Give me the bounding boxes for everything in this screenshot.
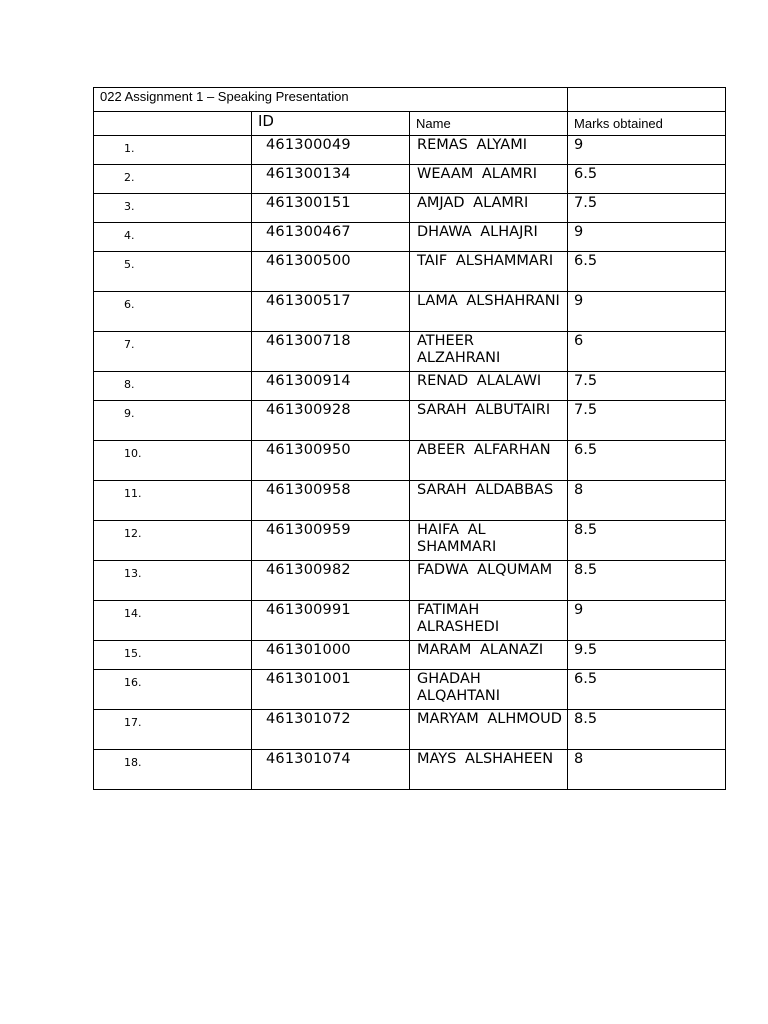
student-mark: 9 — [568, 136, 726, 165]
student-name: GHADAH ALQAHTANI — [410, 670, 568, 710]
table-row — [94, 252, 726, 292]
table-row — [94, 292, 726, 332]
header-id: ID — [252, 112, 410, 136]
table-row — [94, 521, 726, 561]
marks-table — [93, 87, 726, 790]
table-row — [94, 750, 726, 790]
student-mark: 8 — [568, 481, 726, 521]
student-mark: 7.5 — [568, 401, 726, 441]
student-mark: 7.5 — [568, 372, 726, 401]
student-name: DHAWA ALHAJRI — [410, 223, 568, 252]
student-name: MAYS ALSHAHEEN — [410, 750, 568, 790]
row-number: 10. — [94, 441, 252, 481]
student-mark: 6.5 — [568, 670, 726, 710]
row-number: 9. — [94, 401, 252, 441]
student-mark: 9 — [568, 292, 726, 332]
student-id: 461301001 — [252, 670, 410, 710]
table-row — [94, 332, 726, 372]
student-mark: 8.5 — [568, 710, 726, 750]
table-row — [94, 710, 726, 750]
row-number: 14. — [94, 601, 252, 641]
table-row — [94, 441, 726, 481]
student-id: 461300950 — [252, 441, 410, 481]
row-number: 15. — [94, 641, 252, 670]
student-name: MARAM ALANAZI — [410, 641, 568, 670]
row-number: 13. — [94, 561, 252, 601]
student-mark: 8 — [568, 750, 726, 790]
student-id: 461300049 — [252, 136, 410, 165]
student-id: 461300134 — [252, 165, 410, 194]
student-name: FATIMAH ALRASHEDI — [410, 601, 568, 641]
student-name: RENAD ALALAWI — [410, 372, 568, 401]
student-mark: 9 — [568, 223, 726, 252]
row-number: 8. — [94, 372, 252, 401]
table-row — [94, 223, 726, 252]
student-name: WEAAM ALAMRI — [410, 165, 568, 194]
table-row — [94, 401, 726, 441]
row-number: 12. — [94, 521, 252, 561]
table-row — [94, 601, 726, 641]
title-row — [94, 88, 726, 112]
student-name: MARYAM ALHMOUD — [410, 710, 568, 750]
student-id: 461300517 — [252, 292, 410, 332]
student-id: 461300914 — [252, 372, 410, 401]
student-id: 461300982 — [252, 561, 410, 601]
header-number-cell — [94, 112, 252, 136]
student-name: HAIFA AL SHAMMARI — [410, 521, 568, 561]
student-id: 461301074 — [252, 750, 410, 790]
student-id: 461300958 — [252, 481, 410, 521]
student-mark: 6.5 — [568, 165, 726, 194]
row-number: 7. — [94, 332, 252, 372]
student-name: SARAH ALDABBAS — [410, 481, 568, 521]
row-number: 4. — [94, 223, 252, 252]
row-number: 18. — [94, 750, 252, 790]
student-mark: 6.5 — [568, 441, 726, 481]
row-number: 16. — [94, 670, 252, 710]
student-mark: 9.5 — [568, 641, 726, 670]
row-number: 17. — [94, 710, 252, 750]
table-row — [94, 194, 726, 223]
row-number: 1. — [94, 136, 252, 165]
table-row — [94, 561, 726, 601]
student-id: 461300500 — [252, 252, 410, 292]
student-mark: 8.5 — [568, 521, 726, 561]
header-row — [94, 112, 726, 136]
student-name: ABEER ALFARHAN — [410, 441, 568, 481]
student-mark: 9 — [568, 601, 726, 641]
student-id: 461301000 — [252, 641, 410, 670]
table-row — [94, 372, 726, 401]
table-row — [94, 481, 726, 521]
student-mark: 6 — [568, 332, 726, 372]
student-name: FADWA ALQUMAM — [410, 561, 568, 601]
header-marks: Marks obtained — [568, 112, 726, 136]
student-mark: 8.5 — [568, 561, 726, 601]
assignment-title: 022 Assignment 1 – Speaking Presentation — [94, 88, 568, 112]
student-name: TAIF ALSHAMMARI — [410, 252, 568, 292]
student-mark: 7.5 — [568, 194, 726, 223]
student-id: 461300718 — [252, 332, 410, 372]
row-number: 6. — [94, 292, 252, 332]
row-number: 5. — [94, 252, 252, 292]
student-id: 461300991 — [252, 601, 410, 641]
row-number: 2. — [94, 165, 252, 194]
student-name: LAMA ALSHAHRANI — [410, 292, 568, 332]
table-row — [94, 165, 726, 194]
student-name: ATHEER ALZAHRANI — [410, 332, 568, 372]
table-row — [94, 136, 726, 165]
table-row — [94, 670, 726, 710]
student-id: 461301072 — [252, 710, 410, 750]
row-number: 3. — [94, 194, 252, 223]
header-name: Name — [410, 112, 568, 136]
row-number: 11. — [94, 481, 252, 521]
student-name: AMJAD ALAMRI — [410, 194, 568, 223]
student-id: 461300151 — [252, 194, 410, 223]
title-empty-cell — [568, 88, 726, 112]
student-id: 461300467 — [252, 223, 410, 252]
student-name: REMAS ALYAMI — [410, 136, 568, 165]
student-name: SARAH ALBUTAIRI — [410, 401, 568, 441]
student-mark: 6.5 — [568, 252, 726, 292]
student-id: 461300928 — [252, 401, 410, 441]
student-id: 461300959 — [252, 521, 410, 561]
table-row — [94, 641, 726, 670]
